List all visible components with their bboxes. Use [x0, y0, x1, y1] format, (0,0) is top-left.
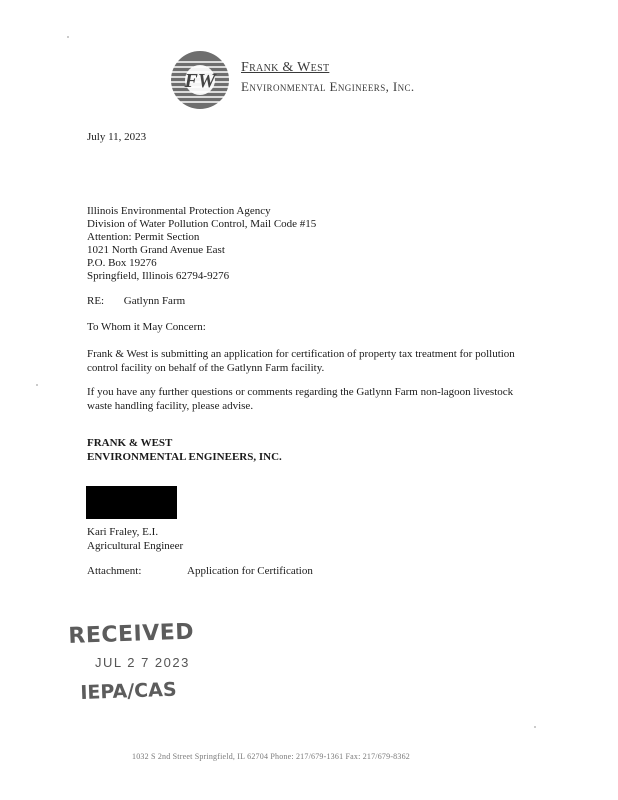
closing-block — [87, 437, 282, 464]
subject-line — [87, 295, 185, 309]
body-paragraph-1 — [87, 348, 515, 375]
received-stamp: RECEIVED — [68, 619, 195, 649]
recipient-line: Springfield, Illinois 62794-9276 — [87, 270, 230, 282]
scan-speck — [36, 384, 38, 386]
paragraph-line: Frank & West is submitting an application for certification of property tax treatment for pollution — [87, 348, 515, 360]
signer-block — [87, 526, 183, 553]
attachment-value: Application for Certification — [187, 565, 313, 577]
letterhead-footer: 1032 S 2nd Street Springfield, IL 62704 Phone: 217/679-1361 Fax: 217/679-8362 — [132, 752, 410, 761]
scan-speck — [534, 726, 536, 728]
company-logo — [170, 50, 230, 110]
paragraph-line: control facility on behalf of the Gatlynn Farm facility. — [87, 361, 325, 374]
signer-title: Agricultural Engineer — [87, 539, 184, 552]
recipient-address — [87, 205, 316, 283]
body-paragraph-2 — [87, 386, 513, 413]
company-name: Frank & West — [241, 60, 330, 75]
recipient-line: Illinois Environmental Protection Agency — [87, 205, 271, 217]
recipient-line: Division of Water Pollution Control, Mail Code #15 — [87, 218, 317, 230]
letter-date: July 11, 2023 — [87, 131, 147, 143]
salutation: To Whom it May Concern: — [87, 321, 206, 333]
recipient-line: 1021 North Grand Avenue East — [87, 244, 225, 256]
closing-line: FRANK & WEST — [87, 437, 173, 449]
recipient-line: P.O. Box 19276 — [87, 257, 157, 269]
paragraph-line: If you have any further questions or comments regarding the Gatlynn Farm non-lagoon livestock — [87, 386, 514, 398]
subject-label: RE: — [87, 295, 105, 307]
subject-value: Gatlynn Farm — [123, 295, 186, 307]
scan-speck — [67, 36, 69, 38]
received-stamp-agency: IEPA/CAS — [80, 678, 177, 704]
signer-name: Kari Fraley, E.I. — [87, 526, 159, 538]
company-subtitle: Environmental Engineers, Inc. — [241, 79, 415, 94]
received-stamp-date: JUL 2 7 2023 — [95, 655, 190, 670]
recipient-line: Attention: Permit Section — [87, 231, 200, 243]
paragraph-line: waste handling facility, please advise. — [87, 399, 254, 412]
attachment-label: Attachment: — [87, 565, 142, 577]
logo-initials: FW — [184, 70, 216, 92]
redacted-signature — [86, 486, 177, 519]
closing-line: ENVIRONMENTAL ENGINEERS, INC. — [87, 450, 282, 463]
